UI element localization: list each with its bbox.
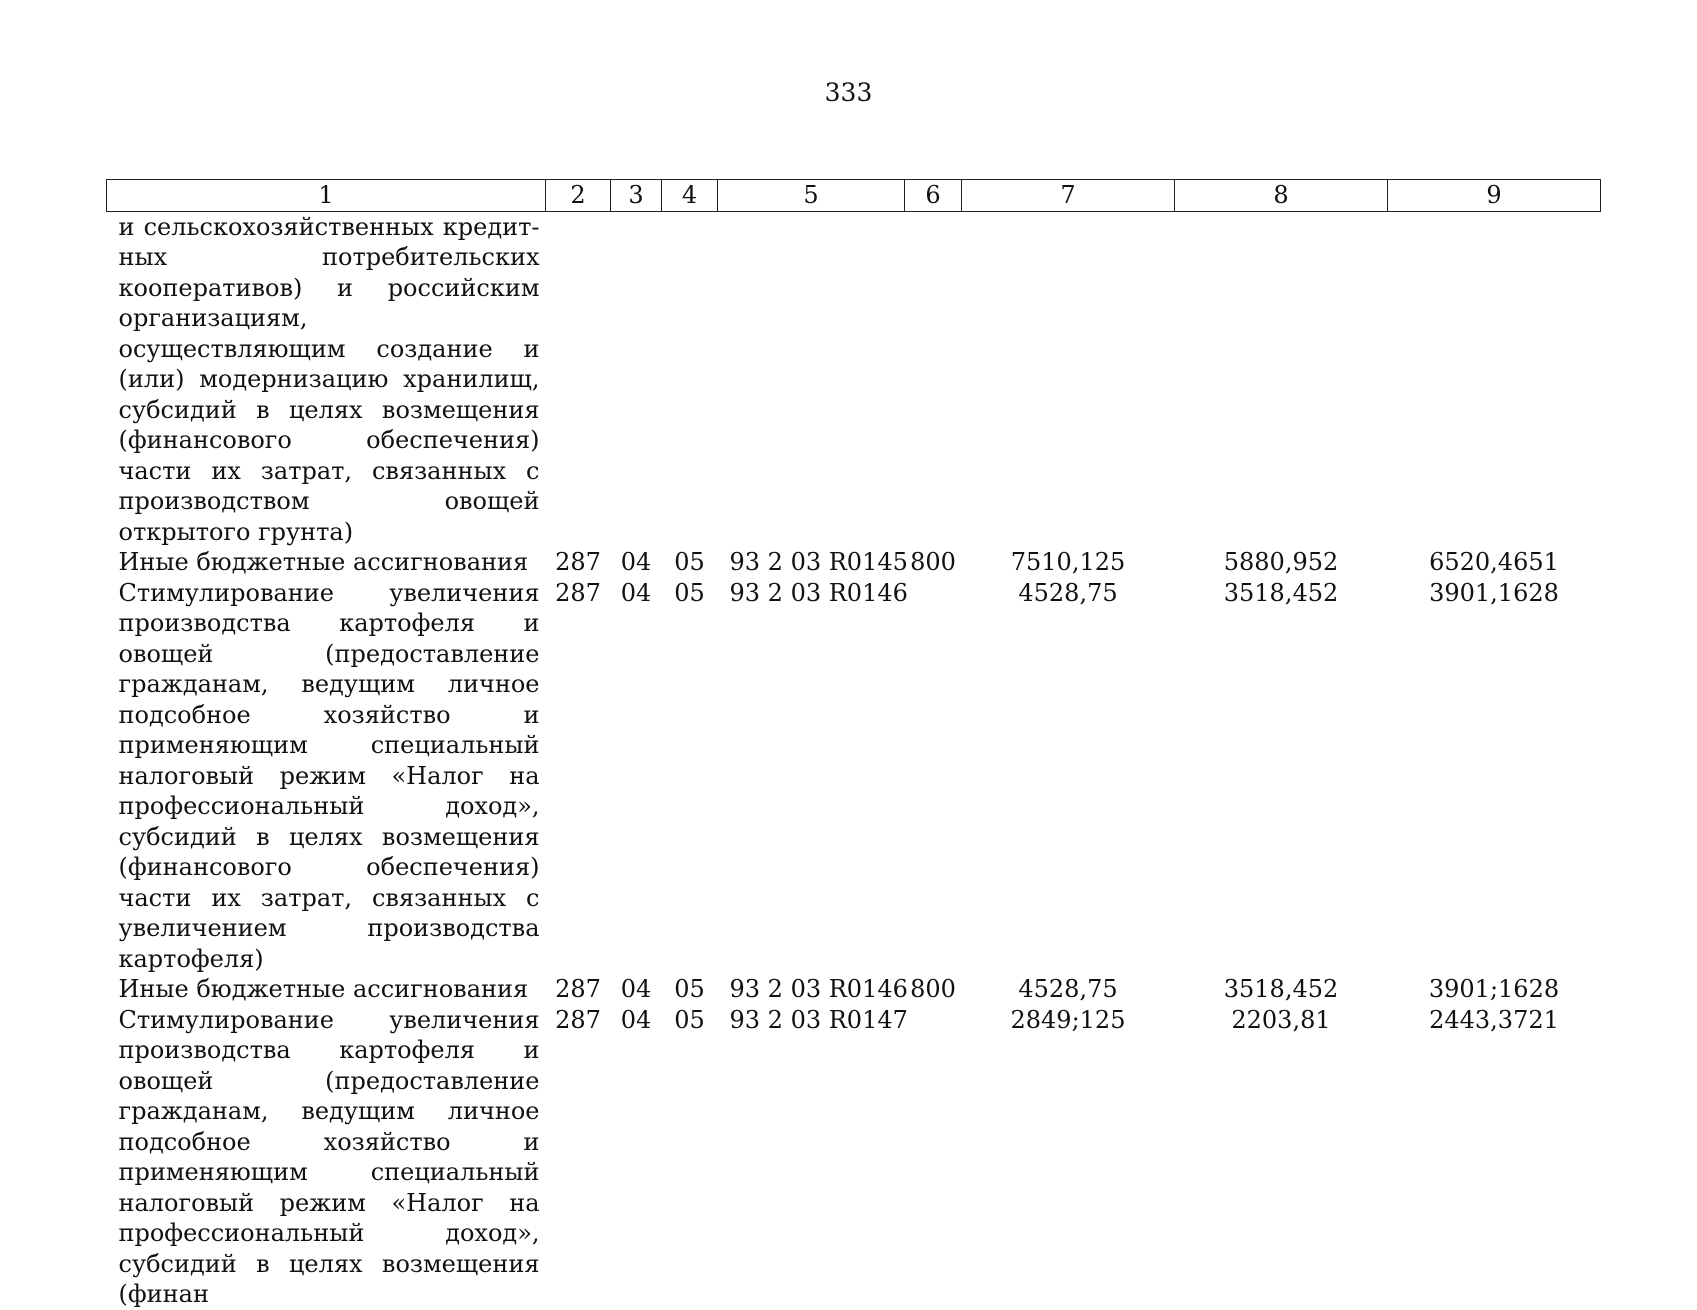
cell-amount-7: 2849;125 bbox=[1010, 1005, 1126, 1034]
cell-expense-type: 800 bbox=[910, 548, 956, 576]
column-header-7: 7 bbox=[962, 180, 1175, 212]
cell-section: 04 bbox=[620, 975, 652, 1003]
row-description: Стимулирование увеличения производства картофеля и овощей (предоставление гражданам, ведущим личное подсобное хозяйство и применяющим специальный налоговый режим «Налог на профессиональный доход», субсидий в целях возмещения (финан bbox=[118, 1005, 540, 1308]
table-row bbox=[107, 974, 1601, 1005]
cell-amount-8: 3518,452 bbox=[1223, 578, 1339, 607]
cell-expense-type bbox=[905, 1005, 962, 1310]
cell-ministry-code: 287 bbox=[555, 548, 601, 576]
column-header-2: 2 bbox=[546, 180, 611, 212]
cell-target-article: 93 2 03 R0146 bbox=[729, 578, 908, 607]
cell-amount-8: 5880,952 bbox=[1223, 548, 1339, 576]
cell-amount-8: 2203,81 bbox=[1231, 1005, 1331, 1034]
column-header-6: 6 bbox=[905, 180, 962, 212]
cell-section: 04 bbox=[620, 578, 652, 607]
cell-section: 04 bbox=[620, 1005, 652, 1034]
cell-target-article: 93 2 03 R0146 bbox=[729, 975, 908, 1003]
cell-ministry-code: 287 bbox=[555, 1005, 601, 1034]
cell-amount-7: 4528,75 bbox=[1018, 578, 1118, 607]
column-header-1: 1 bbox=[107, 180, 546, 212]
cell-target-article: 93 2 03 R0145 bbox=[729, 548, 908, 576]
cell-subsection: 05 bbox=[674, 1005, 705, 1034]
cell-target-article: 93 2 03 R0147 bbox=[729, 1005, 908, 1034]
column-header-8: 8 bbox=[1175, 180, 1388, 212]
table-row bbox=[107, 578, 1601, 975]
cell-amount-9: 3901,1628 bbox=[1429, 578, 1559, 607]
row-description: Стимулирование увеличения производства картофеля и овощей (предоставление гражданам, ведущим личное подсобное хозяйство и применяющим специальный налоговый режим «Налог на профессиональный доход», субсидий в целях возмещения (финансового обеспечения) части их затрат, связанных с увеличением производства картофеля) bbox=[118, 578, 540, 973]
cell-amount-7: 4528,75 bbox=[1018, 975, 1118, 1003]
cell-amount-7 bbox=[962, 211, 1175, 547]
cell-ministry-code: 287 bbox=[555, 975, 601, 1003]
column-header-5: 5 bbox=[718, 180, 905, 212]
cell-amount-9 bbox=[1388, 211, 1601, 547]
budget-table bbox=[106, 179, 1601, 1310]
cell-section: 04 bbox=[620, 548, 652, 576]
cell-subsection: 05 bbox=[674, 578, 705, 607]
cell-subsection bbox=[662, 211, 718, 547]
cell-expense-type bbox=[905, 211, 962, 547]
page-number: 333 bbox=[824, 78, 873, 107]
cell-subsection: 05 bbox=[674, 975, 705, 1003]
cell-amount-9: 3901;1628 bbox=[1428, 975, 1560, 1003]
cell-expense-type bbox=[905, 578, 962, 975]
table-row bbox=[107, 547, 1601, 578]
cell-amount-9: 2443,3721 bbox=[1429, 1005, 1559, 1034]
row-description: и сельскохозяйственных кредитных потребительских кооперативов) и российским организациям, осуществляющим создание и (или) модернизацию хранилищ, субсидий в целях возмещения (финансового обеспечения) части их затрат, связанных с производством овощей открытого грунта) bbox=[118, 212, 540, 546]
cell-amount-8: 3518,452 bbox=[1223, 975, 1339, 1003]
cell-amount-9: 6520,4651 bbox=[1429, 548, 1559, 576]
row-description: Иные бюджетные ассигнования bbox=[118, 548, 529, 576]
row-description: Иные бюджетные ассигнования bbox=[118, 975, 529, 1003]
cell-amount-8 bbox=[1175, 211, 1388, 547]
table-header bbox=[107, 180, 1601, 212]
cell-section bbox=[611, 211, 662, 547]
cell-subsection: 05 bbox=[674, 548, 705, 576]
cell-ministry-code: 287 bbox=[555, 578, 601, 607]
cell-ministry-code bbox=[546, 211, 611, 547]
table-row bbox=[107, 1005, 1601, 1310]
column-header-4: 4 bbox=[662, 180, 718, 212]
cell-expense-type: 800 bbox=[910, 975, 956, 1003]
cell-target-article bbox=[718, 211, 905, 547]
column-header-3: 3 bbox=[611, 180, 662, 212]
table-row bbox=[107, 211, 1601, 547]
cell-amount-7: 7510,125 bbox=[1010, 548, 1126, 576]
column-header-9: 9 bbox=[1388, 180, 1601, 212]
